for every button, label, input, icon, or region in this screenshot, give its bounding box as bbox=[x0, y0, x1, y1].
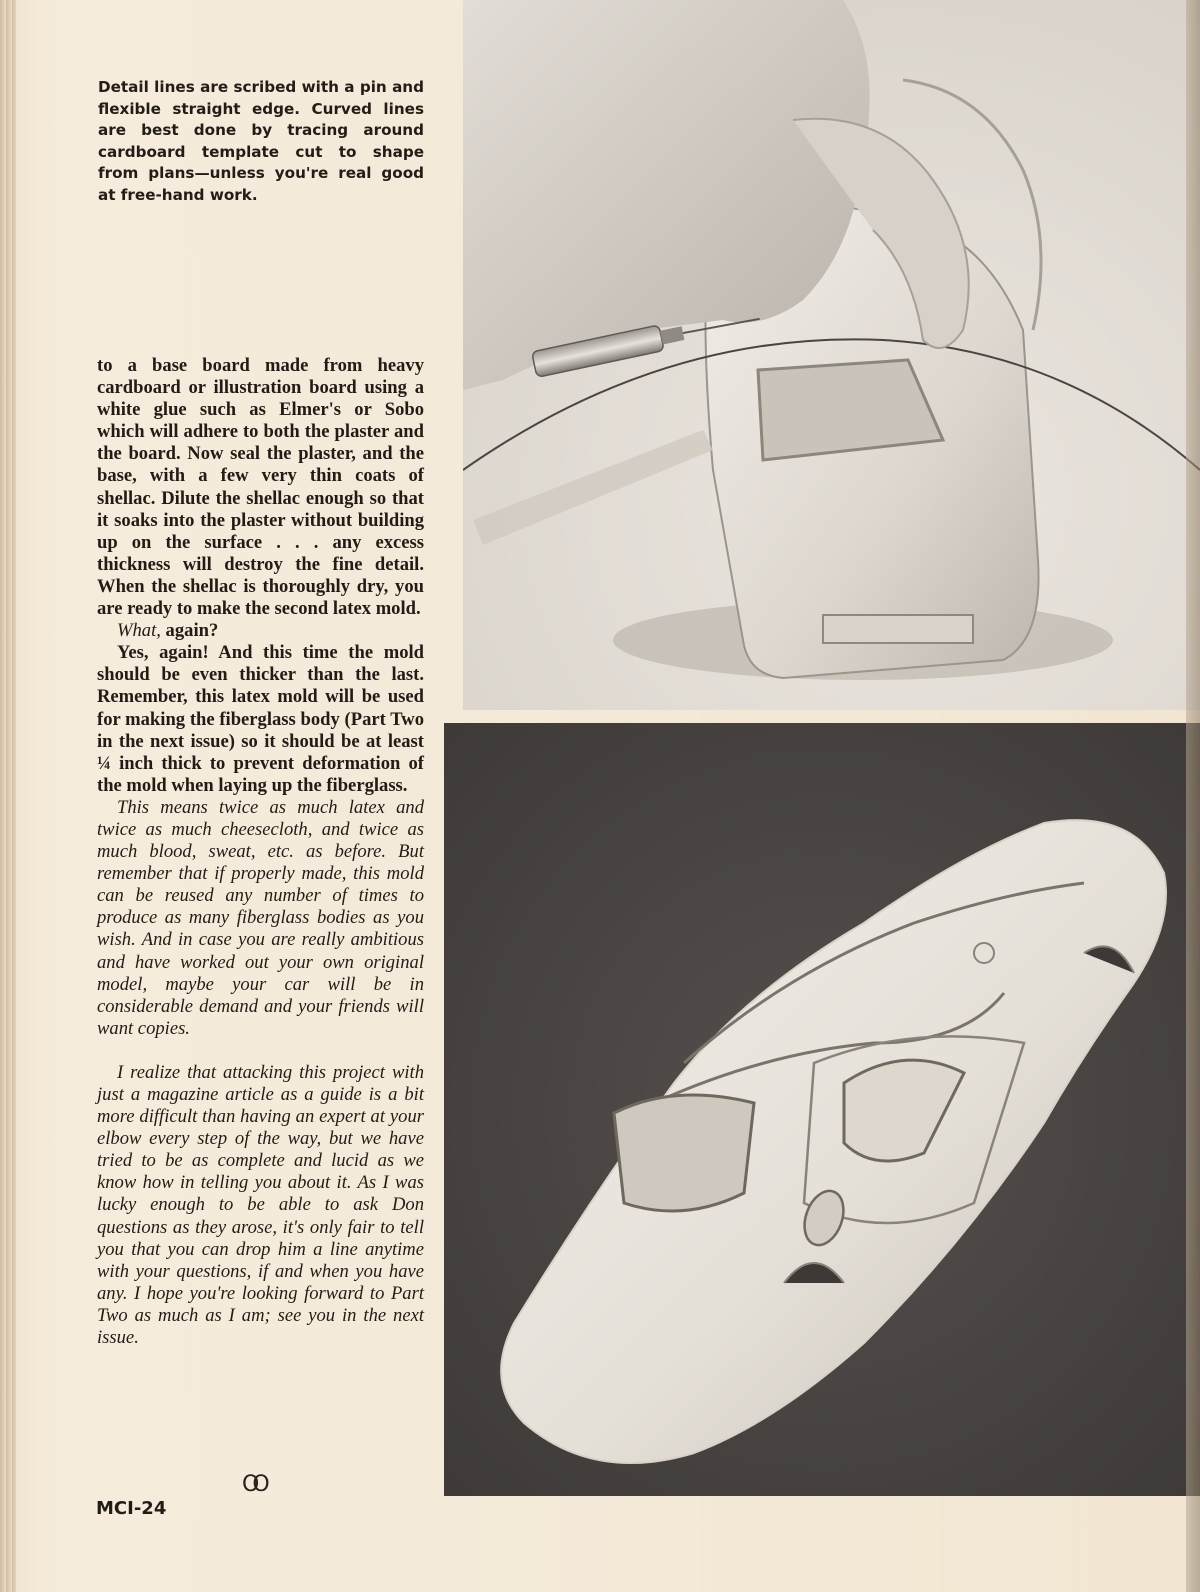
end-of-article-mark: OO bbox=[242, 1472, 263, 1497]
photo-scribing-detail-lines bbox=[463, 0, 1200, 710]
photo-scribing-illustration bbox=[463, 0, 1200, 710]
photo-caption: Detail lines are scribed with a pin and flexible straight edge. Curved lines are best done by tracing around cardboard template cut to shape from plans—unless you're real good at free-hand work. bbox=[98, 78, 424, 204]
photo-plaster-car-body bbox=[444, 723, 1200, 1496]
body-paragraph-italic: This means twice as much latex and twice as much cheesecloth, and twice as much blood, sweat, etc. as before. But remember that if properly made, this mold can be reused any number of times to produce as many fiberglass bodies as you wish. And in case you are really ambitious and have worked out your own original model, maybe your car will be in considerable demand and your friends will want copies. bbox=[97, 796, 424, 1039]
italic-text: What, bbox=[117, 620, 161, 642]
hood-cutout bbox=[614, 1095, 754, 1211]
photo-car-illustration bbox=[444, 723, 1200, 1496]
body-paragraph: to a base board made from heavy cardboard or illustration board using a white glue such as Elmer's or Sobo which will adhere to both the plaster and the board. Now seal the plaster, and the base, with a few very thin coats of shellac. Dilute the shellac enough so that it soaks into the plaster without building up on the surface . . . any excess thickness will destroy the fine detail. When the shellac is thoroughly dry, you are ready to make the second latex mold. bbox=[97, 355, 424, 620]
grille-outline bbox=[823, 615, 973, 643]
article-body bbox=[97, 355, 424, 1349]
page-number: MCI-24 bbox=[96, 1498, 167, 1519]
page-binding-edge bbox=[0, 0, 16, 1592]
paragraph-gap bbox=[97, 1040, 424, 1062]
body-text: again? bbox=[160, 620, 219, 642]
body-paragraph-italic: I realize that attacking this project with just a magazine article as a guide is a bit more difficult than having an expert at your elbow every step of the way, but we have tried to be as complete and lucid as we know how in telling you about it. As I was lucky enough to be able to ask Don questions as they arose, it's only fair to tell you that you can drop him a line anytime with your questions, if and when you have any. I hope you're looking forward to Part Two as much as I am; see you in the next issue. bbox=[97, 1061, 424, 1349]
body-paragraph: Yes, again! And this time the mold should be even thicker than the last. Remember, this latex mold will be used for making the fiberglass body (Part Two in the next issue) so it should be at least ¼ inch thick to prevent deformation of the mold when laying up the fiberglass. bbox=[97, 642, 424, 796]
body-paragraph bbox=[97, 620, 424, 642]
page-right-edge bbox=[1186, 0, 1200, 1592]
